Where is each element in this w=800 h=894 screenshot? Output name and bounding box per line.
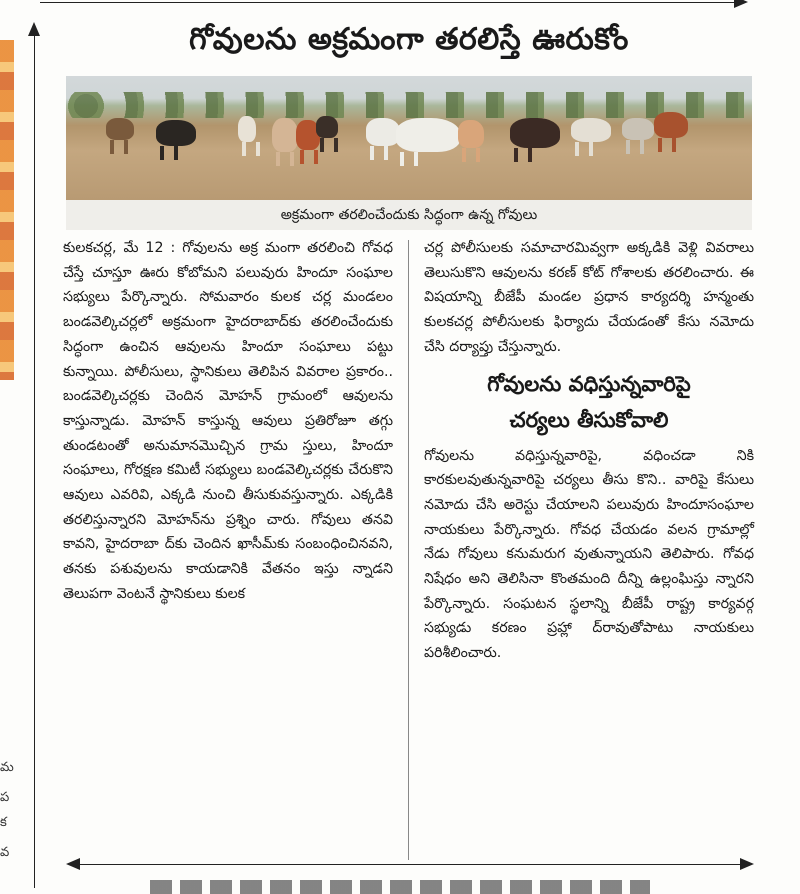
treeline: [66, 92, 752, 118]
right-arrow-icon: [734, 0, 748, 8]
cow-figure: [396, 118, 460, 152]
article-subheading: [424, 366, 754, 438]
cow-figure: [458, 120, 484, 148]
cow-figure: [366, 118, 400, 146]
cow-figure: [571, 118, 611, 142]
left-border-rule: [34, 30, 35, 888]
adjacent-column-fragment: వ: [0, 845, 10, 860]
cow-figure: [510, 118, 560, 148]
cattle-photo: [66, 76, 752, 200]
adjacent-ad-strip: [0, 40, 14, 380]
up-arrow-icon: [28, 22, 40, 36]
cow-figure: [238, 116, 256, 142]
left-arrow-icon: [66, 858, 80, 870]
top-border-rule: [40, 2, 740, 3]
article-paragraph: కులకచర్ల, మే 12 : గోవులను అక్ర మంగా తరలించి గోవధ చేస్తే చూస్తూ ఊరు కోబోమని పలువురు హిందూ సంఘాల సభ్యులు పేర్కొన్నారు. సోమవారం కులక చర్ల మండలం బండవెల్కిచర్లలో అక్రమంగా హైదరాబాద్‌కు తరలించేందుకు సిద్ధంగా ఉంచిన ఆవులను హిందూ సంఘాలు పట్టు కున్నాయి. పోలీసులు, స్థానికులు తెలిపిన వివరాల ప్రకారం.. బండవెల్కిచర్లకు చెందిన మోహన్ గ్రామంలో ఆవులను కాస్తున్నాడు. మోహన్ కాస్తున్న ఆవులు ప్రతిరోజూ తగ్గు తుండటంతో అనుమానమొచ్చిన గ్రామ స్తులు, హిందూ సంఘాలు, గోరక్షణ కమిటీ సభ్యులు బండవెల్కిచర్లకు చేరుకొని ఆవులు ఎవరివి, ఎక్కడి నుంచి తీసుకువస్తున్నారు. ఎక్కడికి తరలిస్తున్నారని మోహన్‌ను ప్రశ్నిం చారు. గోవులు తనవి కావని, హైదరాబా ద్‌కు చెందిన ఖాసీమ్‌కు సంబంధించినవని, తనకు పశువులను కాయడానికి వేతనం ఇస్తు న్నాడని తెలుపగా వెంటనే స్థానికులు కులక: [63, 240, 393, 602]
right-arrow-icon: [740, 858, 754, 870]
cow-figure: [272, 118, 298, 152]
cow-figure: [654, 112, 688, 138]
article-paragraph: గోవులను వధిస్తున్నవారిపై, వధించడా నికి కారకులవుతున్నవారిపై చర్యలు తీసు కొని.. వారిపై కేసులు నమోదు చేసి అరెస్టు చేయాలని పలువురు హిందూసంఘాల నాయకులు పేర్కొన్నారు. గోవధ చేయడం వలన గ్రామాల్లో నేడు గోవులు కనుమరుగ వుతున్నాయని తెలిపారు. గోవధ నిషేధం అని తెలిసినా కొంతమంది దీన్ని ఉల్లంఘిస్తు న్నారని పేర్కొన్నారు. సంఘటన స్థలాన్ని బీజేపీ రాష్ట్ర కార్యవర్గ సభ్యుడు కరణం ప్రహ్లా ద్‌రావుతోపాటు నాయకులు పరిశీలించారు.: [424, 447, 754, 662]
cow-figure: [622, 118, 654, 140]
adjacent-column-fragment: ప: [0, 790, 10, 805]
adjacent-column-fragment: మ: [0, 760, 14, 775]
cow-figure: [156, 120, 196, 146]
subheading-line: గోవులను వధిస్తున్నవారిపై: [487, 371, 691, 396]
bottom-border-rule: [72, 864, 748, 865]
article-column-left: [63, 236, 393, 607]
next-article-headline-fragment: [150, 880, 650, 894]
article-column-right: [424, 236, 754, 666]
adjacent-column-fragment: క: [0, 815, 7, 830]
cow-figure: [106, 118, 134, 140]
subheading-line: చర్యలు తీసుకోవాలి: [509, 407, 669, 432]
photo-caption: అక్రమంగా తరలించేందుకు సిద్ధంగా ఉన్న గోవులు: [66, 200, 752, 230]
article-headline: గోవులను అక్రమంగా తరలిస్తే ఊరుకోం: [189, 22, 629, 57]
column-divider: [408, 240, 409, 860]
cow-figure: [316, 116, 338, 138]
article-paragraph: చర్ల పోలీసులకు సమాచారమివ్వగా అక్కడికి వెళ్లి వివరాలు తెలుసుకొని ఆవులను కరణ్ కోట్ గోశాలకు తరలించారు. ఈ విషయాన్ని బీజేపీ మండల ప్రధాన కార్యదర్శి హన్మంతు కులకచర్ల పోలీసులకు ఫిర్యాదు చేయడంతో కేసు నమోదు చేసి దర్యాప్తు చేస్తున్నారు.: [424, 240, 754, 355]
